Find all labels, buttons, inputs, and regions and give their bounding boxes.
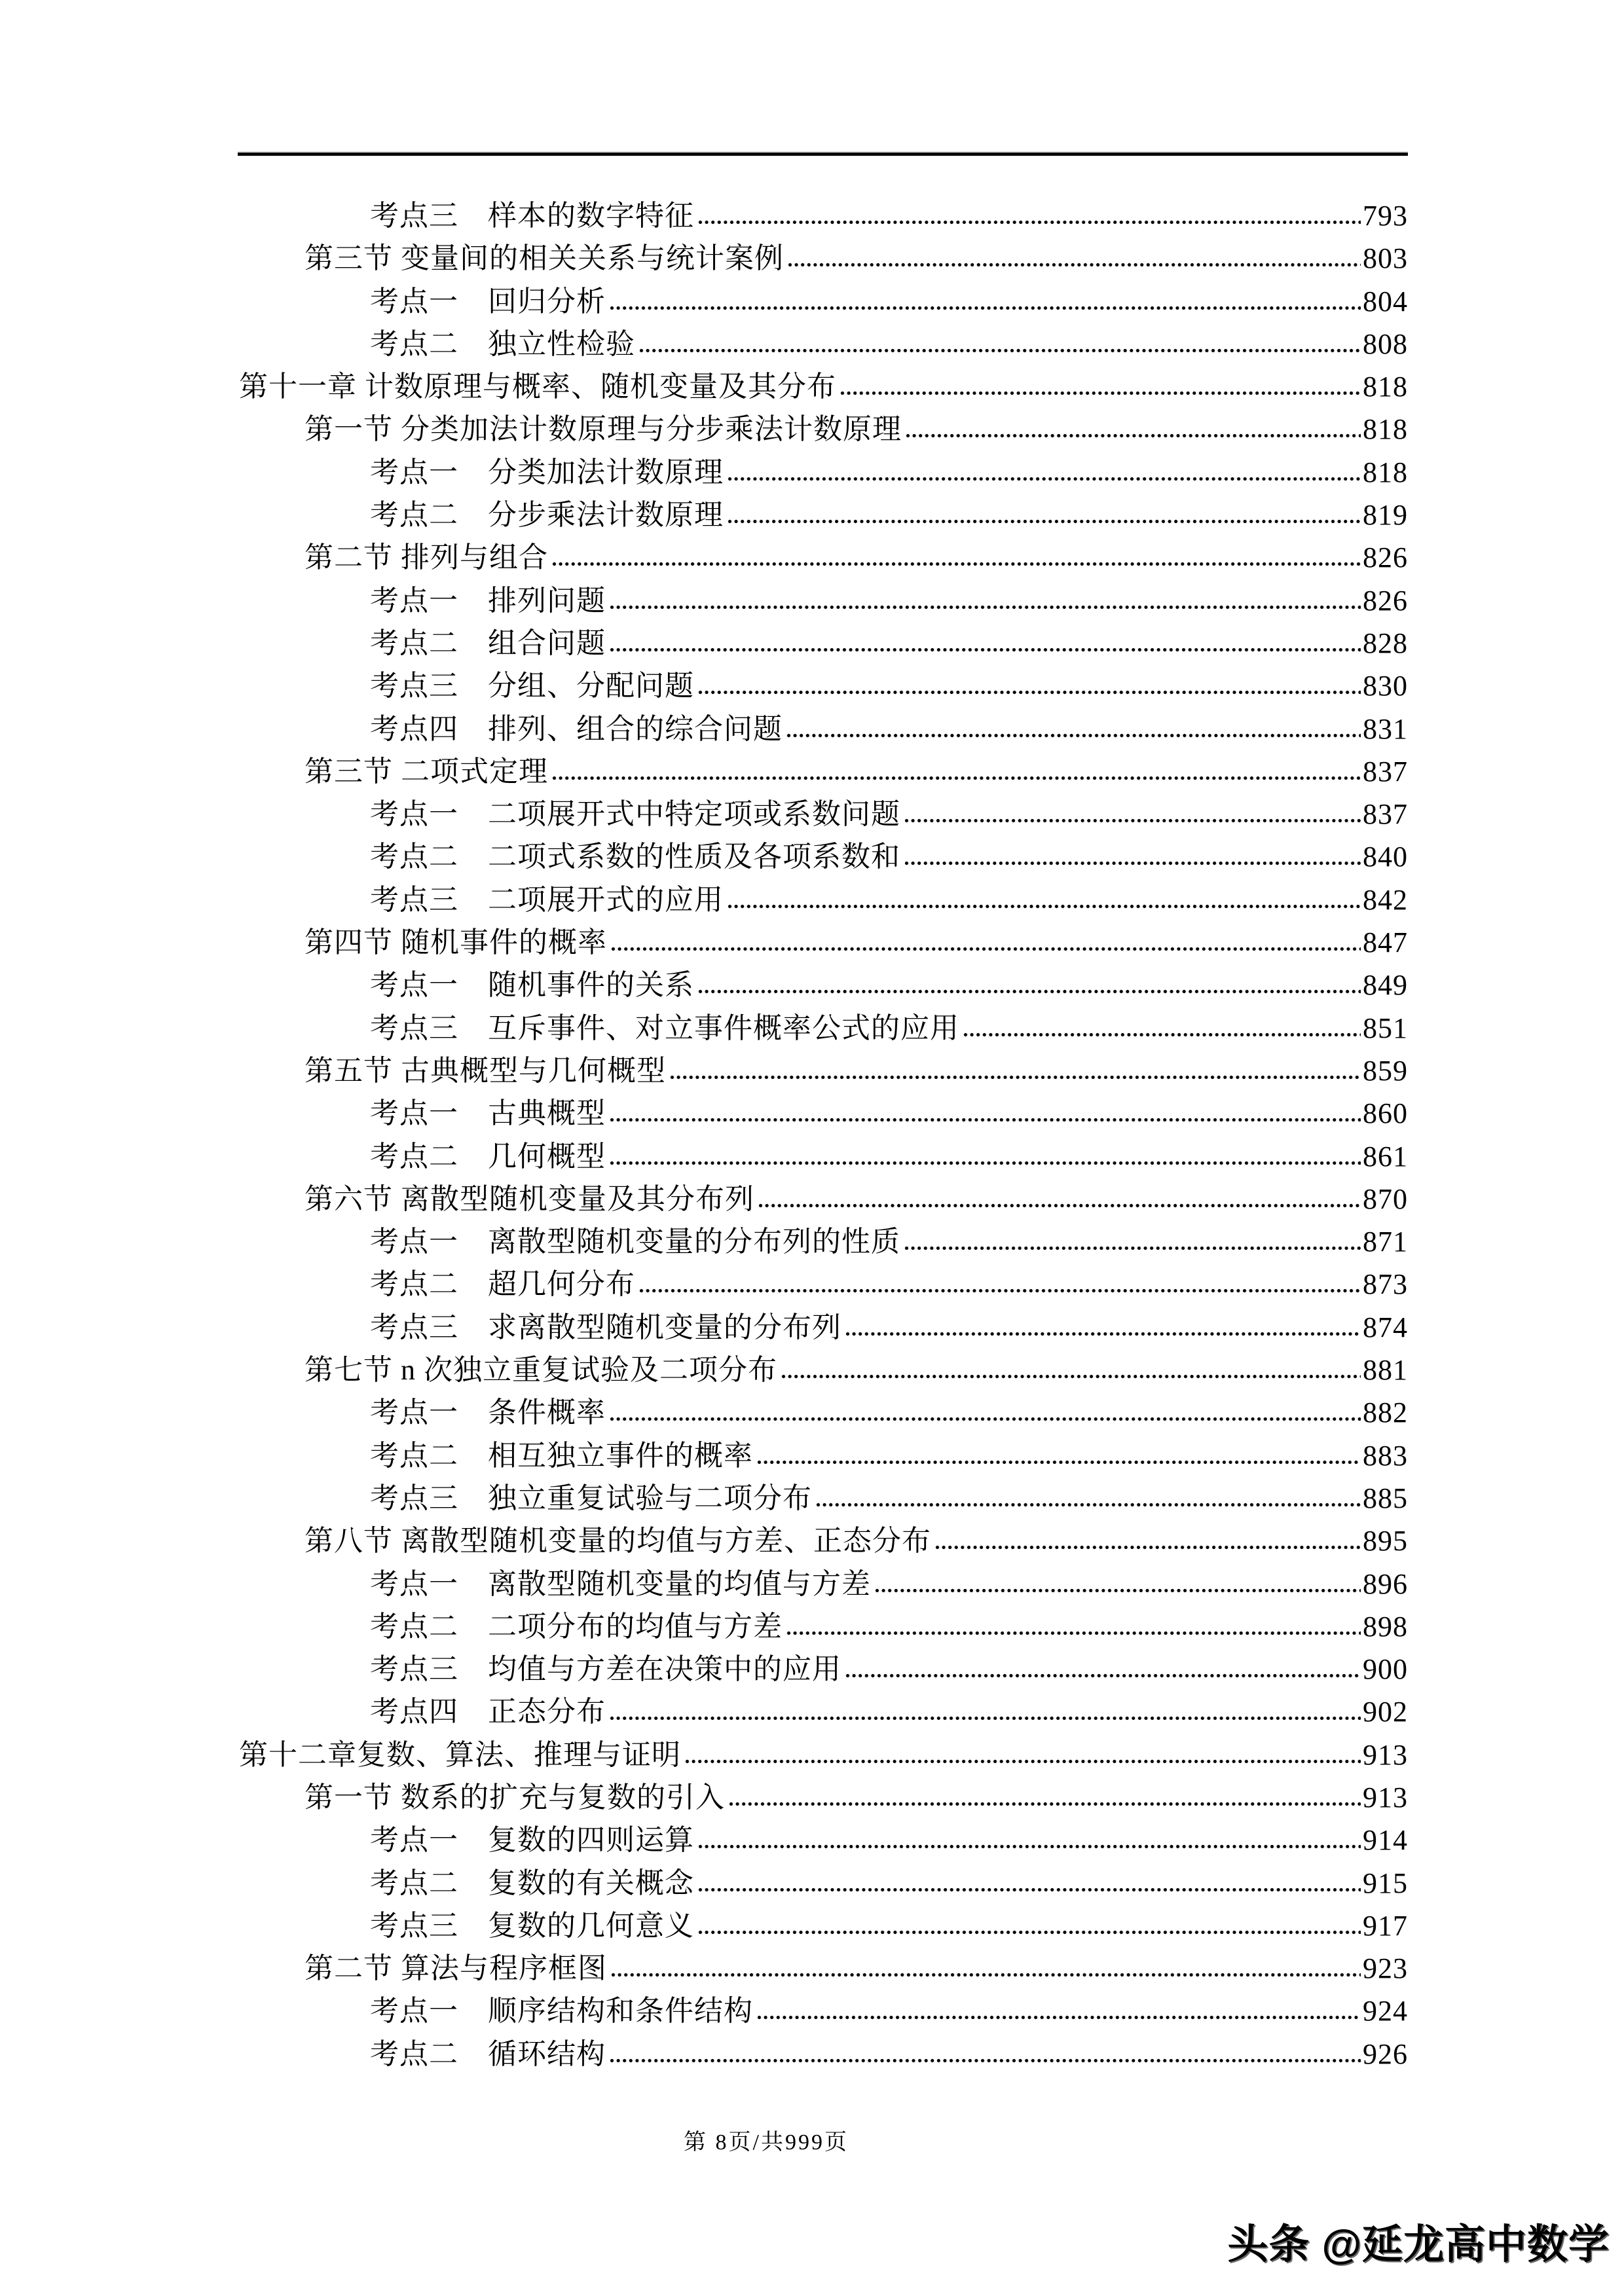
toc-entry-page: 874 (1363, 1311, 1408, 1343)
toc-entry-page: 873 (1363, 1268, 1408, 1301)
toc-entry-title: 考点一 排列问题 (370, 584, 606, 617)
toc-entry-title: 考点二 超几何分布 (370, 1268, 635, 1301)
dot-leader (845, 1673, 1361, 1679)
toc-entry-title: 第四节 随机事件的概率 (304, 926, 607, 959)
toc-entry-title: 考点三 互斥事件、对立事件概率公式的应用 (370, 1011, 959, 1044)
toc-entry (239, 1904, 1408, 1947)
toc-entry (239, 622, 1408, 665)
toc-entry (239, 1349, 1408, 1391)
dot-leader (610, 305, 1361, 311)
toc-entry (239, 237, 1408, 280)
toc-entry-title: 第一节 分类加法计数原理与分步乘法计数原理 (304, 413, 902, 446)
dot-leader (757, 2014, 1361, 2020)
toc-entry (239, 1477, 1408, 1520)
toc-entry-page: 885 (1363, 1482, 1408, 1514)
dot-leader (698, 1844, 1361, 1850)
watermark: 头条 @延龙高中数学 (1227, 2222, 1610, 2267)
dot-leader (698, 1929, 1361, 1935)
dot-leader (786, 733, 1361, 738)
dot-leader (758, 1203, 1361, 1209)
toc-entry-title: 考点一 复数的四则运算 (370, 1824, 694, 1857)
toc-entry-title: 考点三 复数的几何意义 (370, 1909, 694, 1942)
page-number-footer: 第 8页/共999页 (684, 2130, 849, 2155)
toc-entry-page: 898 (1363, 1610, 1408, 1643)
toc-entry-title: 考点三 均值与方差在决策中的应用 (370, 1653, 841, 1686)
toc-entry (239, 1819, 1408, 1861)
toc-entry-page: 851 (1363, 1011, 1408, 1044)
toc-entry (239, 1306, 1408, 1349)
toc-entry-title: 考点二 独立性检验 (370, 327, 635, 360)
dot-leader (552, 775, 1361, 781)
toc-entry-title: 考点一 条件概率 (370, 1396, 606, 1429)
toc-entry-title: 考点四 正态分布 (370, 1696, 606, 1728)
toc-entry (239, 1605, 1408, 1648)
toc-entry-page: 926 (1363, 2037, 1408, 2070)
toc-entry (239, 1434, 1408, 1477)
dot-leader (698, 219, 1361, 225)
toc-entry-title: 第八节 离散型随机变量的均值与方差、正态分布 (304, 1525, 931, 1558)
dot-leader (610, 1117, 1361, 1123)
dot-leader (904, 818, 1361, 824)
toc-entry-title: 考点三 分组、分配问题 (370, 670, 694, 702)
toc-entry (239, 451, 1408, 494)
toc-entry-page: 915 (1363, 1867, 1408, 1899)
toc-entry (239, 1947, 1408, 1990)
toc-entry-page: 881 (1363, 1354, 1408, 1387)
toc-entry (239, 1007, 1408, 1049)
toc-entry-page: 847 (1363, 926, 1408, 959)
toc-entry (239, 280, 1408, 323)
toc-entry (239, 1092, 1408, 1135)
toc-entry-page: 913 (1363, 1738, 1408, 1771)
toc-entry (239, 1220, 1408, 1263)
dot-leader (611, 1972, 1361, 1978)
dot-leader (698, 1887, 1361, 1893)
toc-entry (239, 323, 1408, 365)
dot-leader (963, 1032, 1361, 1038)
toc-entry (239, 1990, 1408, 2032)
toc-entry-page: 924 (1363, 1995, 1408, 2028)
dot-leader (610, 2058, 1361, 2064)
toc-entry (239, 708, 1408, 750)
toc-entry-title: 考点三 独立重复试验与二项分布 (370, 1482, 812, 1514)
toc-entry (239, 835, 1408, 878)
toc-entry-title: 考点二 组合问题 (370, 627, 606, 659)
toc-entry-page: 837 (1363, 755, 1408, 788)
toc-entry-title: 考点四 排列、组合的综合问题 (370, 712, 783, 745)
toc-entry (239, 1648, 1408, 1690)
dot-leader (685, 1758, 1361, 1764)
toc-entry-page: 895 (1363, 1525, 1408, 1558)
toc-entry-title: 考点一 回归分析 (370, 285, 606, 318)
toc-entry (239, 494, 1408, 536)
dot-leader (816, 1502, 1361, 1508)
toc-entry-page: 804 (1363, 285, 1408, 318)
toc-entry (239, 2033, 1408, 2075)
dot-leader (698, 989, 1361, 994)
dot-leader (611, 946, 1361, 952)
toc-entry-page: 793 (1363, 200, 1408, 232)
toc-entry-page: 914 (1363, 1824, 1408, 1857)
dot-leader (781, 1374, 1361, 1379)
toc-entry (239, 1563, 1408, 1605)
dot-leader (875, 1588, 1361, 1594)
toc-entry-title: 第六节 离散型随机变量及其分布列 (304, 1182, 754, 1215)
toc-entry-title: 第五节 古典概型与几何概型 (304, 1054, 666, 1087)
toc-entry (239, 194, 1408, 237)
toc-entry-page: 837 (1363, 798, 1408, 831)
toc-entry-title: 考点二 相互独立事件的概率 (370, 1439, 753, 1472)
toc-list (239, 194, 1408, 2075)
toc-entry-title: 第三节 二项式定理 (304, 755, 548, 788)
toc-entry-page: 871 (1363, 1226, 1408, 1258)
dot-leader (845, 1331, 1361, 1337)
toc-entry (239, 1520, 1408, 1562)
toc-entry-page: 883 (1363, 1439, 1408, 1472)
toc-entry-title: 第七节 n 次独立重复试验及二项分布 (304, 1354, 777, 1387)
toc-entry-title: 考点一 分类加法计数原理 (370, 456, 724, 488)
toc-entry-page: 830 (1363, 670, 1408, 702)
toc-entry-title: 第一节 数系的扩充与复数的引入 (304, 1781, 725, 1813)
toc-entry-page: 923 (1363, 1952, 1408, 1985)
dot-leader (729, 1801, 1361, 1807)
dot-leader (610, 1160, 1361, 1166)
toc-entry-page: 803 (1363, 242, 1408, 275)
toc-entry-page: 913 (1363, 1781, 1408, 1813)
toc-entry (239, 1263, 1408, 1305)
toc-entry (239, 1178, 1408, 1220)
toc-entry-page: 861 (1363, 1140, 1408, 1173)
toc-entry-title: 考点一 离散型随机变量的分布列的性质 (370, 1226, 900, 1258)
dot-leader (840, 390, 1361, 396)
toc-entry-page: 831 (1363, 712, 1408, 745)
toc-entry (239, 365, 1408, 408)
dot-leader (904, 1245, 1361, 1251)
dot-leader (935, 1544, 1361, 1550)
dot-leader (788, 262, 1361, 268)
toc-entry (239, 1049, 1408, 1092)
toc-entry-title: 第十二章复数、算法、推理与证明 (239, 1738, 681, 1771)
toc-entry-page: 900 (1363, 1653, 1408, 1686)
toc-entry-page: 859 (1363, 1054, 1408, 1087)
toc-entry-title: 考点一 古典概型 (370, 1097, 606, 1130)
header-rule (238, 153, 1408, 156)
dot-leader (552, 561, 1361, 567)
toc-entry-page: 917 (1363, 1909, 1408, 1942)
toc-entry-page: 870 (1363, 1182, 1408, 1215)
dot-leader (698, 689, 1361, 695)
toc-entry-title: 考点一 顺序结构和条件结构 (370, 1995, 753, 2028)
dot-leader (610, 604, 1361, 610)
toc-entry-title: 考点二 二项分布的均值与方差 (370, 1610, 783, 1643)
toc-entry (239, 408, 1408, 450)
dot-leader (904, 860, 1361, 866)
toc-entry (239, 1734, 1408, 1776)
toc-entry-page: 826 (1363, 541, 1408, 574)
dot-leader (639, 348, 1361, 354)
toc-entry-page: 818 (1363, 413, 1408, 446)
toc-entry-title: 考点三 二项展开式的应用 (370, 883, 724, 916)
toc-entry (239, 921, 1408, 964)
dot-leader (728, 476, 1361, 482)
toc-entry-page: 828 (1363, 627, 1408, 659)
toc-entry-title: 第三节 变量间的相关关系与统计案例 (304, 242, 784, 275)
toc-entry-title: 考点二 二项式系数的性质及各项系数和 (370, 841, 900, 873)
toc-entry-title: 考点二 几何概型 (370, 1140, 606, 1173)
toc-entry (239, 1862, 1408, 1904)
toc-entry-title: 考点二 分步乘法计数原理 (370, 499, 724, 532)
toc-entry (239, 536, 1408, 579)
toc-entry-title: 第十一章 计数原理与概率、随机变量及其分布 (239, 371, 836, 403)
toc-entry-title: 考点一 二项展开式中特定项或系数问题 (370, 798, 900, 831)
toc-entry (239, 1135, 1408, 1178)
toc-entry-page: 902 (1363, 1696, 1408, 1728)
dot-leader (757, 1459, 1361, 1465)
dot-leader (906, 433, 1361, 439)
toc-entry-title: 考点二 复数的有关概念 (370, 1867, 694, 1899)
toc-entry-title: 考点三 求离散型随机变量的分布列 (370, 1311, 841, 1343)
toc-entry-page: 818 (1363, 456, 1408, 488)
dot-leader (610, 1715, 1361, 1721)
toc-entry-page: 882 (1363, 1396, 1408, 1429)
toc-entry-title: 考点三 样本的数字特征 (370, 200, 694, 232)
toc-entry-page: 808 (1363, 327, 1408, 360)
toc-entry-page: 840 (1363, 841, 1408, 873)
toc-entry-title: 第二节 算法与程序框图 (304, 1952, 607, 1985)
toc-entry (239, 579, 1408, 622)
toc-entry-page: 860 (1363, 1097, 1408, 1130)
dot-leader (670, 1074, 1361, 1080)
toc-entry (239, 1391, 1408, 1434)
dot-leader (610, 647, 1361, 653)
toc-entry (239, 1776, 1408, 1819)
dot-leader (639, 1288, 1361, 1294)
toc-entry (239, 879, 1408, 921)
toc-entry-title: 考点二 循环结构 (370, 2037, 606, 2070)
toc-entry-title: 考点一 离散型随机变量的均值与方差 (370, 1567, 871, 1600)
toc-entry (239, 1690, 1408, 1733)
toc-entry (239, 750, 1408, 793)
toc-entry-page: 849 (1363, 969, 1408, 1002)
dot-leader (786, 1630, 1361, 1636)
dot-leader (728, 519, 1361, 524)
toc-entry (239, 964, 1408, 1006)
toc-entry-page: 819 (1363, 499, 1408, 532)
toc-entry (239, 793, 1408, 835)
dot-leader (610, 1416, 1361, 1422)
toc-entry (239, 665, 1408, 707)
toc-entry-page: 818 (1363, 371, 1408, 403)
toc-entry-page: 826 (1363, 584, 1408, 617)
dot-leader (728, 903, 1361, 909)
toc-entry-title: 考点一 随机事件的关系 (370, 969, 694, 1002)
toc-entry-page: 896 (1363, 1567, 1408, 1600)
toc-entry-title: 第二节 排列与组合 (304, 541, 548, 574)
toc-entry-page: 842 (1363, 883, 1408, 916)
